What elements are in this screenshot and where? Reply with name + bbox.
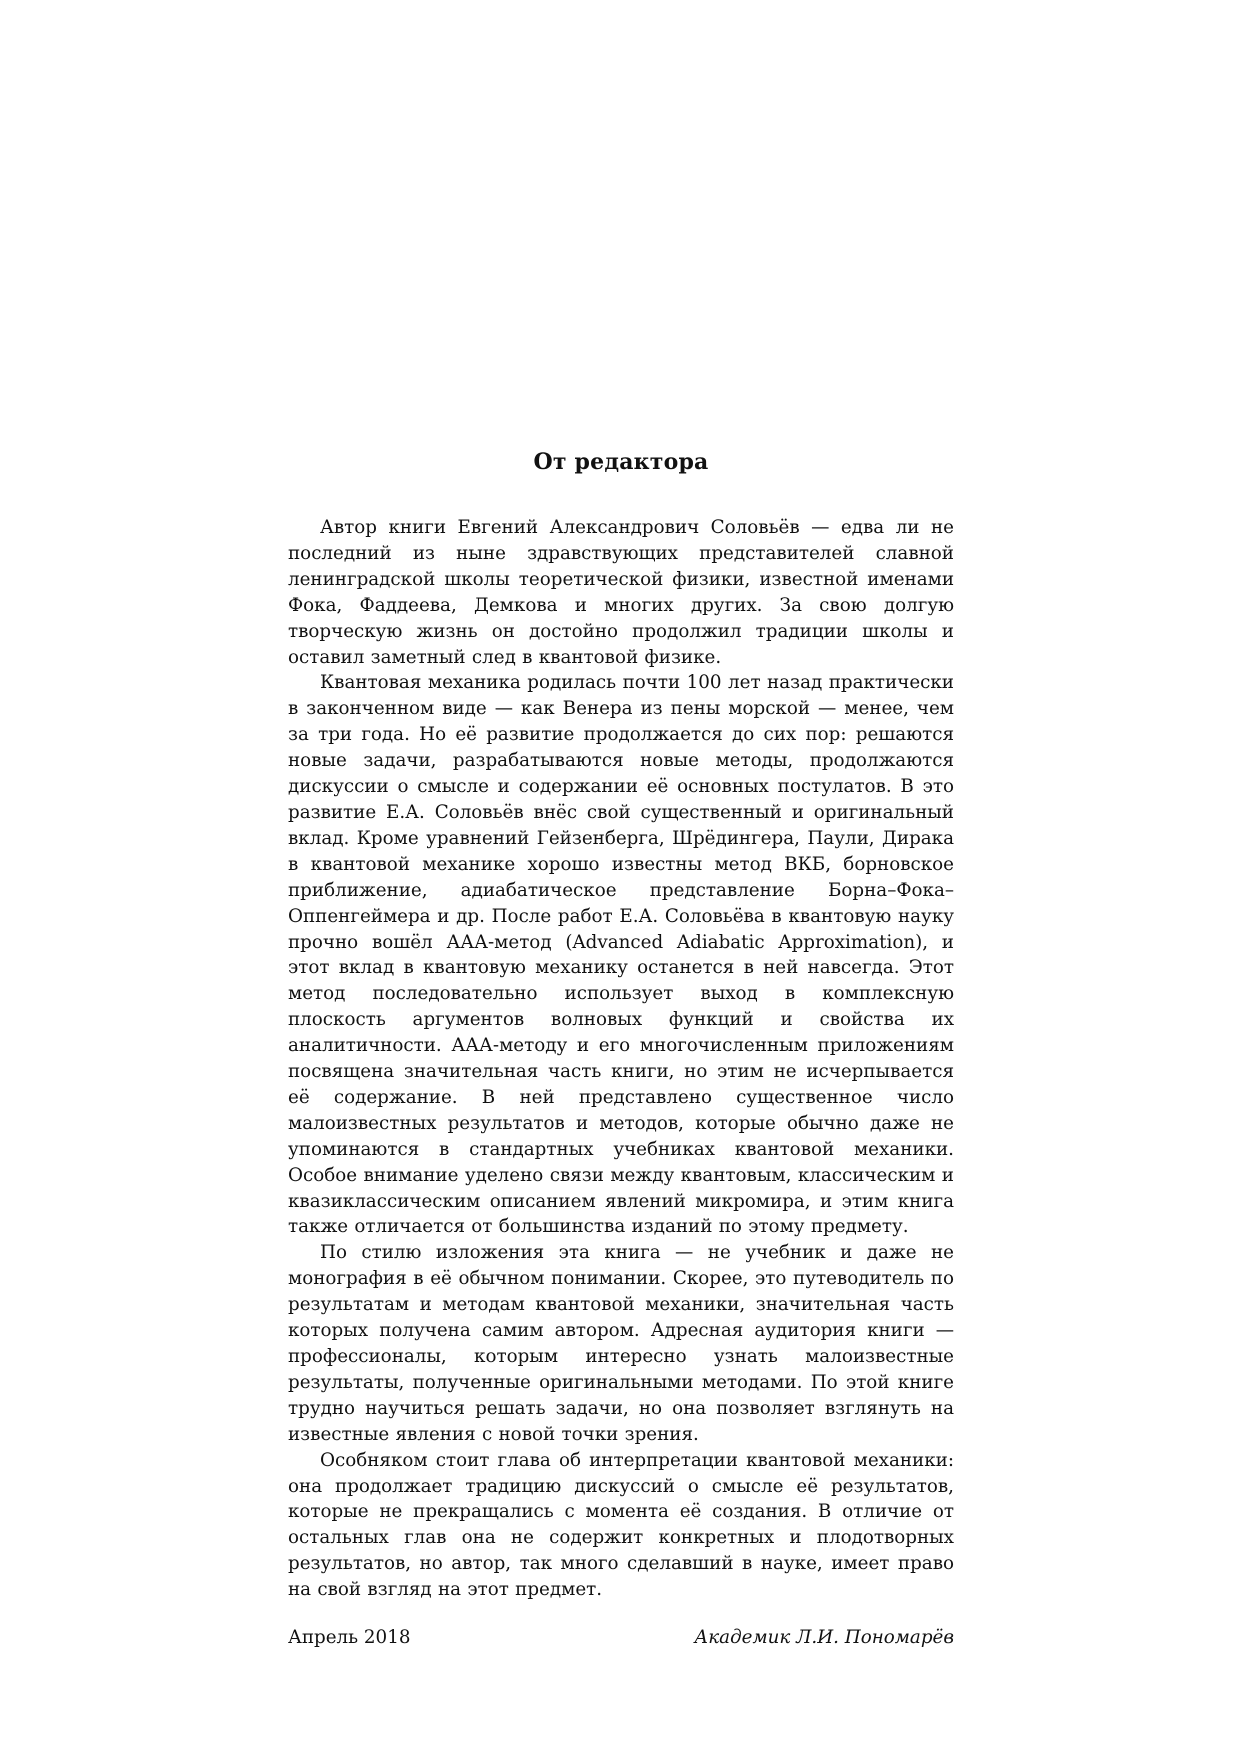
signature-author: Академик Л.И. Пономарёв — [694, 1627, 954, 1649]
page-title: От редактора — [533, 449, 709, 475]
paragraph-1: Автор книги Евгений Александрович Соловьёв — едва ли не последний из ныне здравствующих представителей славной ленинградской школы теоретической физики, известной именами Фока, Фаддеева, Демкова и многих других. За свою долгую творческую жизнь он достойно продолжил традиции школы и оставил заметный след в квантовой физике. — [288, 517, 954, 668]
paragraph-2: Квантовая механика родилась почти 100 лет назад практически в законченном виде — как Венера из пены морской — менее, чем за три года. Но её развитие продолжается до сих пор: решаются новые задачи, разрабатываются новые методы, продолжаются дискуссии о смысле и содержании её основных постулатов. В это развитие Е.А. Соловьёв внёс свой существенный и оригинальный вклад. Кроме уравнений Гейзенберга, Шрёдингера, Паули, Дирака в квантовой механике хорошо известны метод ВКБ, борновское приближение, адиабатическое представление Борна–Фока–Оппенгеймера и др. После работ Е.А. Соловьёва в квантовую науку прочно вошёл ААА-метод (Advanced Adiabatic Approximation), и этот вклад в квантовую механику останется в ней навсегда. Этот метод последовательно использует выход в комплексную плоскость аргументов волновых функций и свойства их аналитичности. ААА-методу и его многочисленным приложениям посвящена значительная часть книги, но этим не исчерпывается её содержание. В ней представлено существенное число малоизвестных результатов и методов, которые обычно даже не упоминаются в стандартных учебниках квантовой механики. Особое внимание уделено связи между квантовым, классическим и квазиклассическим описанием явлений микромира, и этим книга также отличается от большинства изданий по этому предмету. — [288, 672, 954, 1238]
paragraph-4: Особняком стоит глава об интерпретации квантовой механики: она продолжает традицию дискуссий о смысле её результатов, которые не прекращались с момента её создания. В отличие от остальных глав она не содержит конкретных и плодотворных результатов, но автор, так много сделавший в науке, имеет право на свой взгляд на этот предмет. — [288, 1449, 954, 1601]
signature-date: Апрель 2018 — [288, 1627, 411, 1649]
paragraph-3: По стилю изложения эта книга — не учебник и даже не монография в её обычном понимании. Скорее, это путеводитель по результатам и методам квантовой механики, значительная часть которых получена самим автором. Адресная аудитория книги — профессионалы, которым интересно узнать малоизвестные результаты, полученные оригинальными методами. По этой книге трудно научиться решать задачи, но она позволяет взглянуть на известные явления с новой точки зрения. — [288, 1242, 954, 1445]
page-content — [288, 446, 954, 1651]
signature-block — [288, 1625, 954, 1651]
